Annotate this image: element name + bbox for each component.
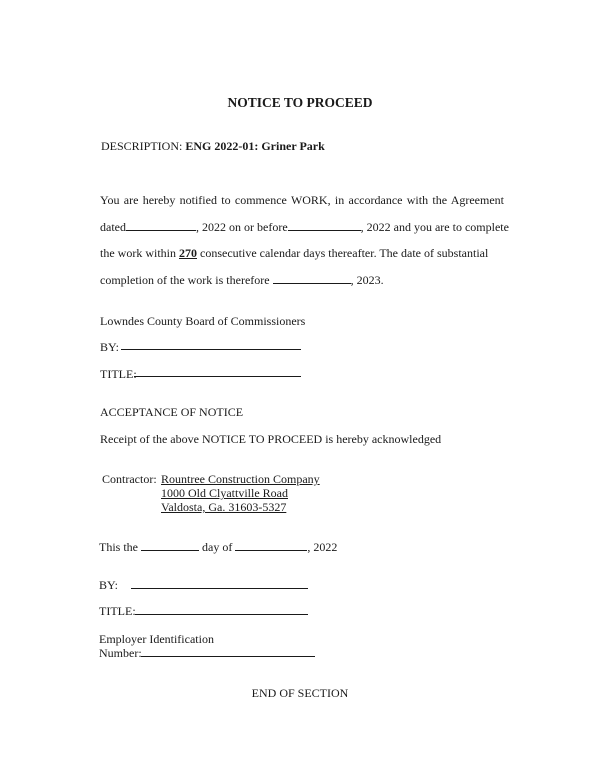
paragraph-line-3-b: consecutive calendar days thereafter. The date of substantial — [200, 246, 489, 260]
contractor-title-label: TITLE: — [99, 604, 136, 618]
paragraph-line-4-a: completion of the work is therefore — [100, 273, 270, 287]
paragraph-line-4 — [100, 273, 384, 287]
owner-name: Lowndes County Board of Commissioners — [100, 314, 306, 328]
acceptance-heading: ACCEPTANCE OF NOTICE — [100, 405, 244, 419]
day-blank — [141, 540, 199, 551]
before-date-blank — [288, 220, 361, 231]
date-line-a: This the — [99, 540, 138, 554]
contractor-by-signature-line — [131, 588, 308, 589]
contractor-label: Contractor: — [102, 472, 157, 486]
contractor-by-label: BY: — [99, 578, 118, 592]
paragraph-line-1: You are hereby notified to commence WORK, in accordance with the Agreement — [100, 193, 504, 207]
paragraph-line-2-b: , 2022 and you are to complete — [360, 220, 509, 234]
dated-label: dated — [100, 220, 126, 234]
owner-title-label: TITLE: — [100, 367, 137, 381]
owner-by-label: BY: — [100, 340, 119, 354]
paragraph-line-2-a: , 2022 on or before — [196, 220, 288, 234]
month-blank — [235, 540, 307, 551]
owner-title-line — [134, 376, 301, 377]
paragraph-line-2 — [100, 220, 509, 234]
end-of-section: END OF SECTION — [251, 686, 349, 700]
ein-label-2: Number: — [99, 646, 142, 660]
contractor-address-1: 1000 Old Clyattville Road — [161, 486, 288, 500]
date-line — [99, 540, 337, 554]
description-value: ENG 2022-01: Griner Park — [185, 139, 325, 153]
ein-label-1: Employer Identification — [99, 632, 214, 646]
paragraph-line-3-a: the work within — [100, 246, 176, 260]
receipt-text: Receipt of the above NOTICE TO PROCEED is hereby acknowledged — [100, 432, 442, 446]
description-line — [101, 139, 325, 153]
date-line-b: day of — [202, 540, 233, 554]
contract-days: 270 — [179, 246, 197, 260]
ein-line — [141, 656, 315, 657]
paragraph-line-4-b: , 2023. — [350, 273, 384, 287]
agreement-date-blank — [126, 220, 196, 231]
description-label: DESCRIPTION: — [101, 139, 183, 153]
completion-date-blank — [273, 273, 351, 284]
page-title: NOTICE TO PROCEED — [227, 95, 373, 110]
date-line-c: , 2022 — [307, 540, 338, 554]
paragraph-line-3 — [100, 246, 488, 260]
owner-by-signature-line — [121, 349, 301, 350]
contractor-address-2: Valdosta, Ga. 31603-5327 — [161, 500, 287, 514]
contractor-name: Rountree Construction Company — [161, 472, 320, 486]
contractor-title-line — [135, 614, 308, 615]
